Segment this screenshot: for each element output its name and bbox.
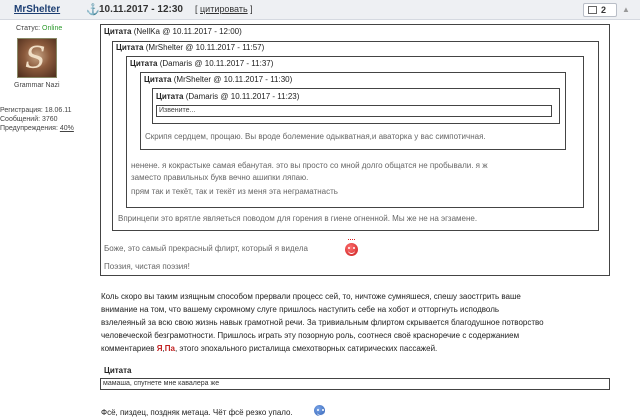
post-datetime: 10.11.2017 - 12:30 [99,4,183,15]
quote-button-label[interactable]: цитировать [200,4,248,14]
quote-header-4 [144,75,292,84]
quote-1-text-2: Поэзия, чистая поэзия! [104,262,190,271]
post-line-4: человеческой безграмотности. Пришлось играть эту позорную роль, соотнеся своё красноречие с содержанием [101,331,520,340]
quote-title-5: Цитата [156,92,184,101]
quote-meta-5: (Damaris @ 10.11.2017 - 11:23) [185,92,300,101]
avatar-letter: S [25,41,46,76]
quote-header-5 [156,92,299,101]
quote-2-text: Впринцепи это врятле являеться поводом для горения в гиене огненной. Мы же не на эгзамене. [118,214,478,223]
post-line-5-pre: комментариев [101,344,157,353]
quote-meta-1: (NellKa @ 10.11.2017 - 12:00) [133,27,242,36]
post-header [0,0,640,20]
user-rank: Grammar Nazi [14,82,60,89]
quote-title-1: Цитата [104,27,132,36]
post-line-2: внимание на том, что вашему скромному слуге пришлось наступить себе на хобот и отторгнуть исподволь [101,305,500,314]
warnings-value[interactable]: 40% [59,125,74,132]
quote-title-2: Цитата [116,43,144,52]
quote-3-text-3: прям так и текёт, так и текёт из меня эта неграматнасть [131,187,338,196]
quote-title-4: Цитата [144,75,172,84]
quote-5-text: Извените... [159,107,196,114]
post-highlight-ya: Я [156,344,163,353]
rating-icon [588,6,597,14]
quote-1-text-1: Боже, это самый прекрасный флирт, который я видела [104,244,308,253]
sad-smiley-icon [314,405,325,416]
user-status [16,25,62,32]
quote-button[interactable]: [ цитировать ] [195,4,253,14]
post-highlight-pa: Па [164,344,175,353]
post-line-1: Коль скоро вы таким изящным способом прервали процесс сей, то, ничтоже сумняшеся, спешу заостгрить ваше [101,292,521,301]
post-line-5 [101,342,544,355]
quote-meta-2: (MrShelter @ 10.11.2017 - 11:57) [145,43,265,52]
bottom-quote-text: мамаша, спугнете мне кавалера же [103,380,220,387]
user-panel [0,21,88,419]
quote-4-text: Скрипя сердцем, прощаю. Вы вроде болемение одыкватная,и аваторка у вас симпотичная. [145,132,486,141]
warnings-label: Предупреждения: [0,125,58,132]
quote-header-3 [130,59,273,68]
status-value: Online [42,25,63,32]
quote-5-content [156,105,552,117]
rating-count: 2 [601,5,607,15]
post-line-3: взлелеяный за всю свою жизнь навык грамотной речи. За тривиальным флиртом скрывается благодушное потворство [101,318,544,327]
scroll-up-icon[interactable]: ▲ [622,5,630,14]
blushing-smiley-icon [345,243,358,256]
avatar[interactable] [17,38,57,78]
user-registered: Регистрация: 18.06.11 [0,107,72,114]
rating-box[interactable] [583,3,617,17]
quote-header-2 [116,43,264,52]
user-warnings [0,125,74,132]
final-line: Фсё, пиздец, поздняк метаца. Чёт фсё резко упало. [101,408,293,417]
post-body [101,290,544,355]
quote-3-text-2: заместо правильных букв вечно ашипки ляпаю. [131,173,309,182]
status-label: Статус: [16,25,41,32]
post-line-5-post: , этого эпохального ристалища смехотворных сатирических пассажей. [174,344,438,353]
quote-header-1 [104,27,242,36]
user-messages: Сообщений: 3760 [0,116,58,123]
bottom-quote-title: Цитата [104,366,132,375]
username-link[interactable]: MrShelter [14,4,61,15]
quote-title-3: Цитата [130,59,158,68]
quote-meta-4: (MrShelter @ 10.11.2017 - 11:30) [173,75,293,84]
quote-3-text-1: ненене. я кокрастыке самая ебанутая. это вы просто со мной долго общатся не пробывали. я ж [131,161,488,170]
post-line-5-sep: , [162,344,165,353]
anchor-icon[interactable]: ⚓ [86,4,100,16]
quote-meta-3: (Damaris @ 10.11.2017 - 11:37) [159,59,274,68]
